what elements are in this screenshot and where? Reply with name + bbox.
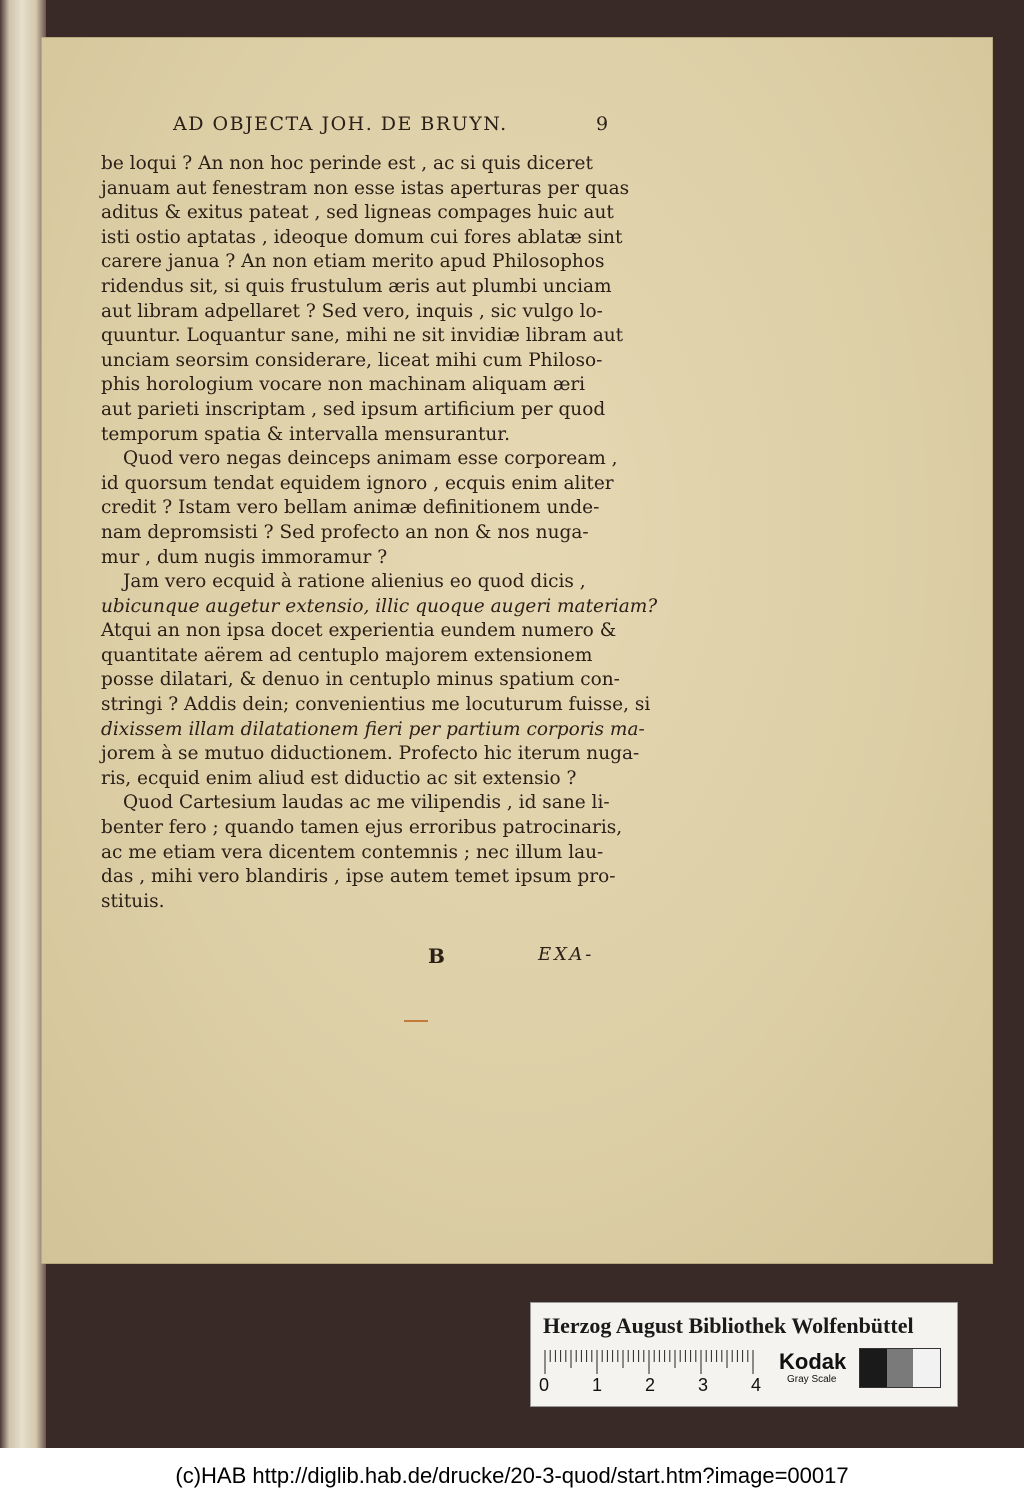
text-line: quuntur. Loquantur sane, mihi ne sit invidiæ libram aut bbox=[101, 325, 624, 347]
text-line: ris, ecquid enim aliud est diductio ac sit extensio ? bbox=[101, 767, 577, 789]
text-line: Jam vero ecquid à ratione alienius eo quod dicis , bbox=[123, 571, 586, 593]
ruler-numbers bbox=[539, 1375, 769, 1397]
ruler-scale bbox=[543, 1350, 757, 1374]
text-line: ridendus sit, si quis frustulum æris aut plumbi unciam bbox=[101, 275, 612, 297]
text-line: id quorsum tendat equidem ignoro , ecquis enim aliter bbox=[101, 472, 614, 494]
text-line: posse dilatari, & denuo in centuplo minus spatium con- bbox=[101, 669, 620, 691]
text-line: aut parieti inscriptam , sed ipsum artificium per quod bbox=[101, 398, 606, 420]
text-line: be loqui ? An non hoc perinde est , ac si quis diceret bbox=[101, 153, 593, 174]
text-line: benter fero ; quando tamen ejus erroribus patrocinaris, bbox=[101, 817, 623, 839]
ruler-number: 4 bbox=[751, 1375, 762, 1395]
text-line: carere janua ? An non etiam merito apud Philosophos bbox=[101, 251, 605, 273]
text-line: unciam seorsim considerare, liceat mihi cum Philoso- bbox=[101, 349, 603, 371]
running-head: AD OBJECTA JOH. DE BRUYN. bbox=[173, 113, 508, 135]
text-line: credit ? Istam vero bellam animæ definitionem unde- bbox=[101, 497, 600, 519]
gray-patch bbox=[860, 1349, 887, 1387]
body-text bbox=[101, 152, 658, 914]
text-line: nam depromsisti ? Sed profecto an non & nos nuga- bbox=[101, 521, 589, 543]
text-line: jorem à se mutuo diductionem. Profecto hic iterum nuga- bbox=[101, 743, 640, 765]
text-line: Quod vero negas deinceps animam esse corpoream , bbox=[123, 448, 618, 470]
text-line: phis horologium vocare non machinam aliquam æri bbox=[101, 374, 586, 396]
ruler-number: 0 bbox=[539, 1375, 550, 1395]
text-line: isti ostio aptatas , ideoque domum cui fores ablatæ sint bbox=[101, 226, 623, 248]
ink-mark bbox=[404, 1020, 428, 1022]
gray-scale-label: Gray Scale bbox=[787, 1374, 837, 1385]
gray-patches bbox=[859, 1348, 941, 1388]
text-line: Atqui an non ipsa docet experientia eundem numero & bbox=[101, 620, 617, 642]
footer-url: (c)HAB http://diglib.hab.de/drucke/20-3-quod/start.htm?image=00017 bbox=[0, 1448, 1024, 1504]
text-line: ubicunque augetur extensio, illic quoque augeri materiam? bbox=[101, 595, 658, 617]
kodak-logo: Kodak bbox=[779, 1349, 847, 1374]
text-line: ac me etiam vera dicentem contemnis ; nec illum lau- bbox=[101, 841, 604, 863]
catchword: EXA- bbox=[538, 944, 595, 965]
card-title: Herzog August Bibliothek Wolfenbüttel bbox=[543, 1313, 914, 1338]
text-line: temporum spatia & intervalla mensurantur. bbox=[101, 423, 510, 445]
gray-patch bbox=[913, 1349, 940, 1387]
gray-patch bbox=[887, 1349, 914, 1387]
text-line: aditus & exitus pateat , sed ligneas compages huic aut bbox=[101, 202, 614, 224]
ruler-number: 1 bbox=[592, 1375, 603, 1395]
text-line: dixissem illam dilatationem fieri per partium corporis ma- bbox=[101, 718, 645, 740]
text-line: das , mihi vero blandiris , ipse autem temet ipsum pro- bbox=[101, 866, 616, 888]
text-line: Quod Cartesium laudas ac me vilipendis , id sane li- bbox=[123, 792, 610, 814]
text-line: januam aut fenestram non esse istas aperturas per quas bbox=[101, 177, 630, 199]
signature-mark: B bbox=[428, 944, 445, 968]
ruler-number: 2 bbox=[645, 1375, 656, 1395]
book-spine bbox=[0, 0, 46, 1448]
text-line: stringi ? Addis dein; convenientius me locuturum fuisse, si bbox=[101, 694, 651, 716]
text-line: stituis. bbox=[101, 890, 165, 912]
text-line: quantitate aërem ad centuplo majorem extensionem bbox=[101, 644, 593, 666]
text-line: mur , dum nugis immoramur ? bbox=[101, 546, 388, 568]
color-calibration-card bbox=[530, 1302, 958, 1407]
text-line: aut libram adpellaret ? Sed vero, inquis , sic vulgo lo- bbox=[101, 300, 603, 322]
page-number: 9 bbox=[596, 113, 609, 135]
ruler-number: 3 bbox=[698, 1375, 709, 1395]
